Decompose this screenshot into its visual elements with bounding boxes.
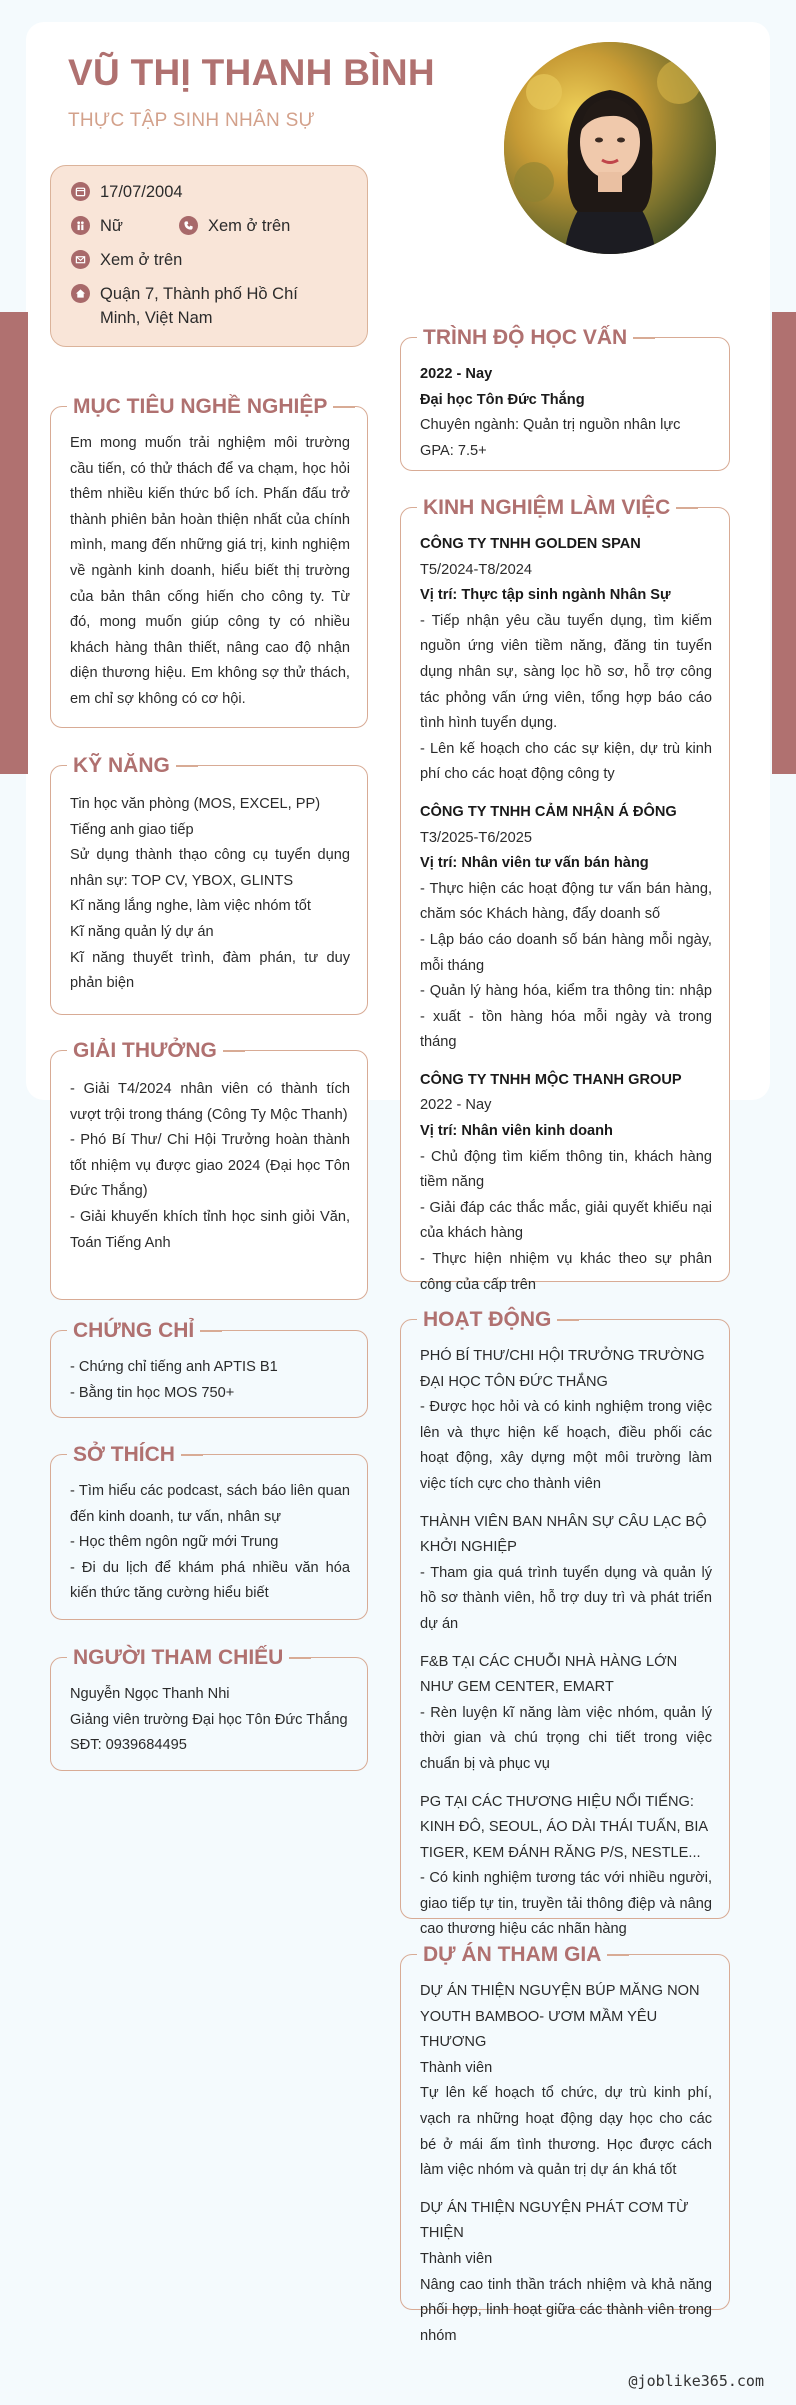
phone-icon	[179, 216, 198, 235]
job-entry	[420, 532, 712, 788]
project-text: Nâng cao tinh thần trách nhiệm và khả năng phối hợp, linh hoạt giữa các thành viên trong nhóm	[420, 2276, 712, 2344]
awards-list	[70, 1077, 350, 1256]
activity-text: - Có kinh nghiệm tương tác với nhiều người, giao tiếp tự tin, truyền tải thông điệp và nâng cao thương hiệu các nhãn hàng	[420, 1870, 712, 1938]
references-list	[70, 1682, 350, 1759]
job-task: - Lập báo cáo doanh số bán hàng mỗi ngày, mỗi tháng	[420, 931, 712, 974]
job-company: CÔNG TY TNHH CẢM NHẬN Á ĐÔNG	[420, 803, 677, 820]
job-task: - Chủ động tìm kiếm thông tin, khách hàng tiềm năng	[420, 1148, 712, 1191]
job-period: T5/2024-T8/2024	[420, 561, 532, 578]
skills-list	[70, 792, 350, 997]
job-entry	[420, 1068, 712, 1298]
right-accent-bar	[772, 312, 796, 774]
experience-body	[420, 532, 712, 1298]
contact-box	[50, 165, 368, 347]
job-position: Vị trí: Nhân viên tư vấn bán hàng	[420, 855, 649, 872]
activity-text: - Rèn luyện kĩ năng làm việc nhóm, quản lý thời gian và chú trọng chi tiết trong việc chuẩn bị và phục vụ	[420, 1704, 712, 1772]
education-period: 2022 - Nay	[420, 366, 493, 382]
job-company: CÔNG TY TNHH GOLDEN SPAN	[420, 536, 641, 552]
job-period: 2022 - Nay	[420, 1097, 492, 1114]
objective-section	[50, 395, 368, 728]
project-text: Tự lên kế hoạch tổ chức, dự trù kinh phí, vạch ra những hoạt động dạy học cho các bé ở mái ấm tình thương. Học được cách làm việc nhóm và quản trị dự án khá tốt	[420, 2085, 712, 2179]
home-icon	[71, 284, 90, 303]
projects-section	[400, 1943, 730, 2344]
activity-entry	[420, 1790, 712, 1944]
certificates-section	[50, 1319, 368, 1418]
footer-watermark: @joblike365.com	[628, 2372, 764, 2390]
job-task: - Lên kế hoạch cho các sự kiện, dự trù kinh phí cho các hoạt động công ty	[420, 740, 712, 783]
skill-item: Kĩ năng quản lý dự án	[70, 923, 214, 940]
job-task: - Thực hiện các hoạt động tư vấn bán hàng, chăm sóc Khách hàng, đẩy doanh số	[420, 880, 712, 923]
hobby-item: - Tìm hiểu các podcast, sách báo liên quan đến kinh doanh, tư vấn, nhân sự	[70, 1483, 350, 1525]
projects-title: DỰ ÁN THAM GIA	[417, 1942, 607, 1968]
job-position: Vị trí: Nhân viên kinh doanh	[420, 1123, 613, 1140]
left-accent-bar	[0, 312, 28, 774]
activity-heading: PHÓ BÍ THƯ/CHI HỘI TRƯỞNG TRƯỜNG ĐẠI HỌC TÔN ĐỨC THẮNG	[420, 1348, 705, 1390]
activity-heading: THÀNH VIÊN BAN NHÂN SỰ CÂU LẠC BỘ KHỞI NGHIỆP	[420, 1513, 707, 1556]
certificate-item: - Bằng tin học MOS 750+	[70, 1384, 235, 1401]
project-role: Thành viên	[420, 2250, 493, 2267]
education-gpa: GPA: 7.5+	[420, 442, 487, 459]
hobby-item: - Đi du lịch để khám phá nhiều văn hóa kiến thức tăng cường hiểu biết	[70, 1559, 350, 1602]
phone-text: Xem ở trên	[208, 217, 291, 235]
skill-item: Tin học văn phòng (MOS, EXCEL, PP)	[70, 796, 321, 812]
skills-title: KỸ NĂNG	[67, 753, 176, 779]
activity-text: - Tham gia quá trình tuyển dụng và quản lý hồ sơ thành viên, hỗ trợ duy trì và phát triển dự án	[420, 1564, 712, 1632]
candidate-name: VŨ THỊ THANH BÌNH	[68, 52, 435, 93]
activity-heading: PG TẠI CÁC THƯƠNG HIỆU NỔI TIẾNG: KINH ĐÔ, SEOUL, ÁO DÀI THÁI TUẤN, BIA TIGER, KEM ĐÁNH RĂNG P/S, NESTLE...	[420, 1793, 708, 1861]
objective-title: MỤC TIÊU NGHỀ NGHIỆP	[67, 394, 333, 420]
hobbies-section	[50, 1443, 368, 1620]
references-title: NGƯỜI THAM CHIẾU	[67, 1645, 289, 1671]
hobby-item: - Học thêm ngôn ngữ mới Trung	[70, 1534, 279, 1551]
experience-section	[400, 496, 730, 1293]
gender-text: Nữ	[100, 217, 123, 235]
job-period: T3/2025-T6/2025	[420, 829, 532, 846]
education-title: TRÌNH ĐỘ HỌC VẤN	[417, 325, 633, 351]
awards-section	[50, 1039, 368, 1300]
skills-section	[50, 754, 368, 1015]
certificates-list	[70, 1355, 350, 1406]
job-title: THỰC TẬP SINH NHÂN SỰ	[68, 110, 316, 131]
hobbies-list	[70, 1479, 350, 1607]
objective-text: Em mong muốn trải nghiệm môi trường cầu tiến, có thử thách để va chạm, học hỏi thêm nhiều kiến thức bổ ích. Phấn đấu trở thành phiên bản hoàn thiện nhất của chính mình, mang đến những giá trị, kinh nghiệm về ngành kinh doanh, hiểu biết thị trường của bản thân cống hiến cho công ty. Từ đó, mong muốn giúp công ty có nhiều khách hàng thân thiết, nâng cao độ nhận diện thương hiệu. Em không sợ thử thách, em chỉ sợ không có cơ hội.	[70, 435, 350, 707]
birthday-text: 17/07/2004	[100, 183, 183, 201]
award-item: - Phó Bí Thư/ Chi Hội Trưởng hoàn thành tốt nhiệm vụ được giao 2024 (Đại học Tôn Đức Thắng)	[70, 1132, 350, 1200]
project-heading: DỰ ÁN THIỆN NGUYỆN BÚP MĂNG NON YOUTH BAMBOO- ƯƠM MẦM YÊU THƯƠNG	[420, 1983, 700, 2051]
project-heading: DỰ ÁN THIỆN NGUYỆN PHÁT CƠM TỪ THIỆN	[420, 2199, 689, 2242]
calendar-icon	[71, 182, 90, 201]
activities-body	[420, 1344, 712, 1943]
contact-birthday	[71, 180, 183, 204]
award-item: - Giải khuyến khích tỉnh học sinh giỏi Văn, Toán Tiếng Anh	[70, 1208, 350, 1251]
experience-title: KINH NGHIỆM LÀM VIỆC	[417, 495, 676, 521]
job-task: - Thực hiện nhiệm vụ khác theo sự phân công của cấp trên	[420, 1251, 712, 1293]
project-entry	[420, 1979, 712, 2184]
job-task: - Giải đáp các thắc mắc, giải quyết khiếu nại của khách hàng	[420, 1199, 712, 1242]
gender-icon	[71, 216, 90, 235]
certificate-item: - Chứng chỉ tiếng anh APTIS B1	[70, 1359, 278, 1375]
award-item: - Giải T4/2024 nhân viên có thành tích vượt trội trong tháng (Công Ty Mộc Thanh)	[70, 1081, 350, 1123]
activities-section	[400, 1308, 730, 1938]
activity-entry	[420, 1650, 712, 1778]
projects-body	[420, 1979, 712, 2349]
skill-item: Kĩ năng lắng nghe, làm việc nhóm tốt	[70, 898, 311, 915]
email-icon	[71, 250, 90, 269]
activity-heading: F&B TẠI CÁC CHUỖI NHÀ HÀNG LỚN NHƯ GEM CENTER, EMART	[420, 1653, 678, 1696]
contact-phone	[179, 214, 290, 238]
awards-title: GIẢI THƯỞNG	[67, 1038, 223, 1064]
certificates-title: CHỨNG CHỈ	[67, 1318, 200, 1344]
skill-item: Tiếng anh giao tiếp	[70, 821, 194, 838]
education-school: Đại học Tôn Đức Thắng	[420, 391, 585, 408]
portrait-image	[504, 42, 716, 254]
job-entry	[420, 800, 712, 1056]
activities-title: HOẠT ĐỘNG	[417, 1307, 557, 1333]
email-text: Xem ở trên	[100, 251, 183, 269]
activity-text: - Được học hỏi và có kinh nghiệm trong việc lên và thực hiện kế hoạch, điều phối các hoạt động, xây dựng một môi trường làm việc tích cực cho thành viên	[420, 1399, 712, 1492]
job-company: CÔNG TY TNHH MỘC THANH GROUP	[420, 1071, 682, 1088]
references-section	[50, 1646, 368, 1771]
activity-entry	[420, 1510, 712, 1638]
reference-name: Nguyễn Ngọc Thanh Nhi	[70, 1686, 230, 1702]
activity-entry	[420, 1344, 712, 1498]
project-role: Thành viên	[420, 2059, 493, 2076]
contact-address	[71, 282, 341, 330]
reference-phone: SĐT: 0939684495	[70, 1737, 187, 1754]
job-position: Vị trí: Thực tập sinh ngành Nhân Sự	[420, 587, 671, 604]
education-body	[420, 362, 712, 464]
skill-item: Sử dụng thành thạo công cụ tuyển dụng nhân sự: TOP CV, YBOX, GLINTS	[70, 847, 350, 889]
education-major: Chuyên ngành: Quản trị nguồn nhân lực	[420, 417, 681, 434]
hobbies-title: SỞ THÍCH	[67, 1442, 181, 1468]
contact-gender	[71, 214, 123, 238]
avatar	[504, 42, 716, 254]
skill-item: Kĩ năng thuyết trình, đàm phán, tư duy phản biện	[70, 949, 350, 992]
job-task: - Quản lý hàng hóa, kiểm tra thông tin: nhập - xuất - tồn hàng hóa mỗi ngày và trong tháng	[420, 983, 712, 1051]
reference-position: Giảng viên trường Đại học Tôn Đức Thắng	[70, 1711, 348, 1728]
contact-email	[71, 248, 182, 272]
project-entry	[420, 2196, 712, 2350]
job-task: - Tiếp nhận yêu cầu tuyển dụng, tìm kiếm nguồn ứng viên tiềm năng, đăng tin tuyển dụng nhân sự, sàng lọc hồ sơ, hỗ trợ công tác phỏng vấn ứng viên, tổng hợp báo cáo tình hình tuyển dụng.	[420, 612, 712, 732]
address-text: Quận 7, Thành phố Hồ Chí Minh, Việt Nam	[100, 285, 298, 327]
education-section	[400, 326, 730, 471]
